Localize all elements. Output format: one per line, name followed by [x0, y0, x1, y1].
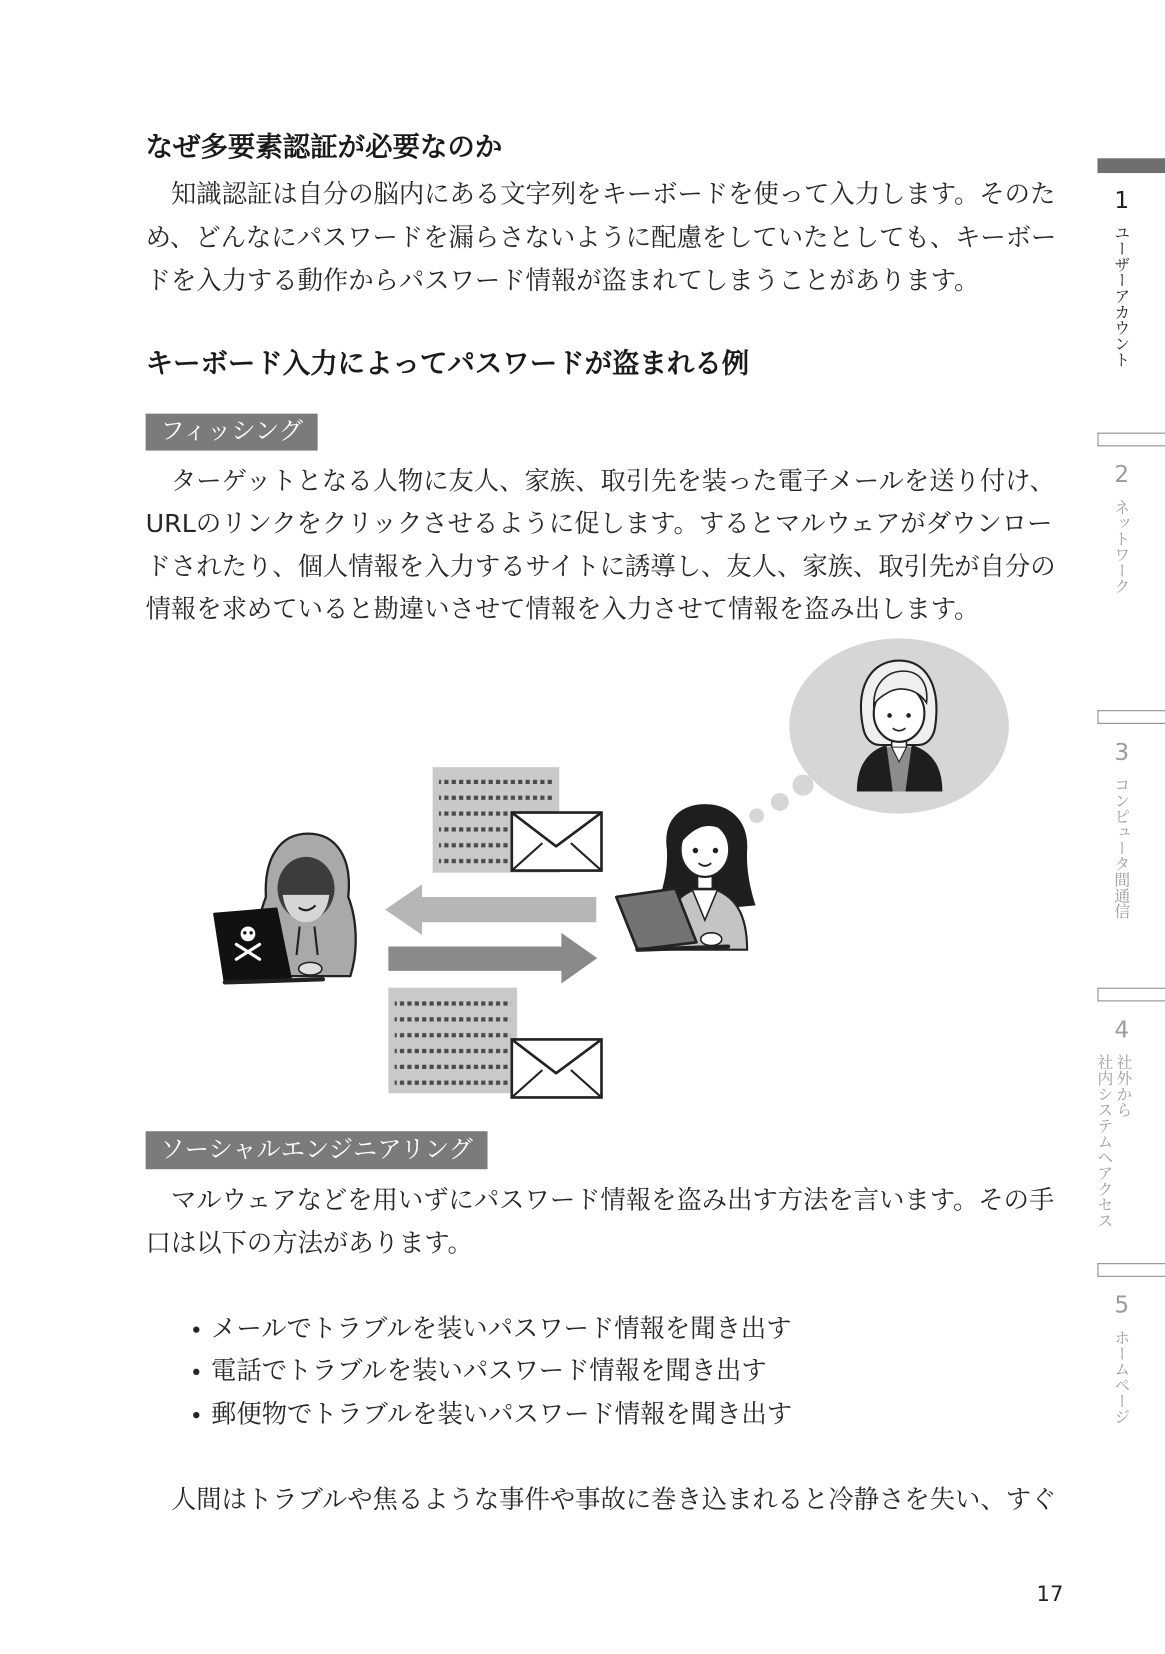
list-item-text: 電話でトラブルを装いパスワード情報を聞き出す	[211, 1356, 767, 1386]
woman-with-laptop-icon	[616, 804, 755, 950]
bullet-icon	[193, 1369, 199, 1375]
paragraph-line: 口は以下の方法があります。	[145, 1227, 473, 1258]
chapter-tab-4	[1097, 988, 1165, 1262]
bullet-list	[188, 1307, 1032, 1436]
chapter-number: 5	[1114, 1292, 1130, 1320]
list-item	[188, 1393, 1032, 1436]
bullet-icon	[193, 1326, 199, 1332]
chapter-title	[1095, 1054, 1133, 1228]
chapter-tab-marker	[1097, 988, 1165, 1002]
chapter-tab-marker	[1097, 710, 1165, 724]
paragraph-closing	[146, 1478, 1075, 1521]
chapter-title-line: コンピュータ間通信	[1112, 776, 1132, 920]
phishing-illustration	[200, 628, 1023, 1108]
paragraph-line: 知識認証は自分の脳内にある文字列をキーボードを使って入力します。そのた	[170, 178, 1056, 209]
chapter-title-line: 社内システムへアクセス	[1095, 1054, 1115, 1229]
paragraph-line: URLのリンクをクリックさせるように促します。するとマルウェアがダウンロー	[145, 508, 1053, 539]
chapter-tab-5	[1097, 1263, 1165, 1537]
social-engineering-label: ソーシャルエンジニアリング	[146, 1131, 488, 1169]
envelope-icon	[512, 813, 602, 871]
paragraph-line: ドされたり、個人情報を入力するサイトに誘導し、友人、家族、取引先が自分の	[145, 551, 1056, 581]
client-woman-icon	[857, 661, 942, 792]
list-item-text: メールでトラブルを装いパスワード情報を聞き出す	[211, 1313, 792, 1343]
paragraph-line: マルウェアなどを用いずにパスワード情報を盗み出す方法を言います。その手	[170, 1184, 1055, 1215]
section-heading-why-mfa: なぜ多要素認証が必要なのか	[145, 131, 503, 164]
chapter-number: 1	[1114, 187, 1130, 215]
page-number: 17	[1036, 1580, 1064, 1607]
chapter-title	[1112, 225, 1131, 367]
bullet-icon	[193, 1412, 199, 1418]
chapter-title-line: 社外から	[1114, 1054, 1134, 1118]
paragraph-social-engineering	[146, 1178, 1075, 1265]
chapter-tab-1	[1097, 158, 1165, 432]
chapter-tab-marker	[1097, 433, 1165, 447]
chapter-title	[1112, 777, 1131, 919]
chapter-title	[1112, 1330, 1131, 1425]
list-item	[188, 1350, 1032, 1393]
chapter-title-line: ユーザーアカウント	[1112, 224, 1132, 368]
arrow-left-icon	[385, 884, 596, 935]
paragraph-line: ターゲットとなる人物に友人、家族、取引先を装った電子メールを送り付け、	[170, 465, 1055, 496]
paragraph-phishing	[146, 460, 1075, 631]
chapter-number: 2	[1114, 462, 1130, 489]
paragraph-line: ドを入力する動作からパスワード情報が盗まれてしまうことがあります。	[145, 265, 980, 295]
paragraph-knowledge-auth	[146, 173, 1075, 303]
paragraph-line: 情報を求めていると勘違いさせて情報を入力させて情報を盗み出します。	[145, 594, 980, 624]
paragraph-line: 人間はトラブルや焦るような事件や事故に巻き込まれると冷静さを失い、すぐ	[170, 1484, 1057, 1514]
arrow-right-icon	[388, 933, 597, 984]
chapter-title	[1112, 499, 1131, 594]
chapter-tab-marker	[1097, 158, 1165, 173]
document-icon	[388, 988, 517, 1094]
chapter-title-line: ネットワーク	[1112, 499, 1132, 595]
chapter-tab-3	[1097, 710, 1165, 984]
chapter-tab-marker	[1097, 1263, 1165, 1277]
chapter-number: 3	[1114, 739, 1130, 767]
section-heading-keyboard-theft-examples: キーボード入力によってパスワードが盗まれる例	[145, 348, 750, 380]
chapter-number: 4	[1114, 1017, 1130, 1044]
chapter-title-line: ホームページ	[1112, 1329, 1132, 1425]
chapter-tab-2	[1097, 433, 1165, 707]
list-item	[188, 1307, 1032, 1350]
paragraph-line: め、どんなにパスワードを漏らさないように配慮をしていたとしても、キーボー	[145, 222, 1057, 252]
envelope-icon	[512, 1039, 602, 1097]
list-item-text: 郵便物でトラブルを装いパスワード情報を聞き出す	[211, 1399, 793, 1429]
phishing-label: フィッシング	[146, 414, 318, 451]
